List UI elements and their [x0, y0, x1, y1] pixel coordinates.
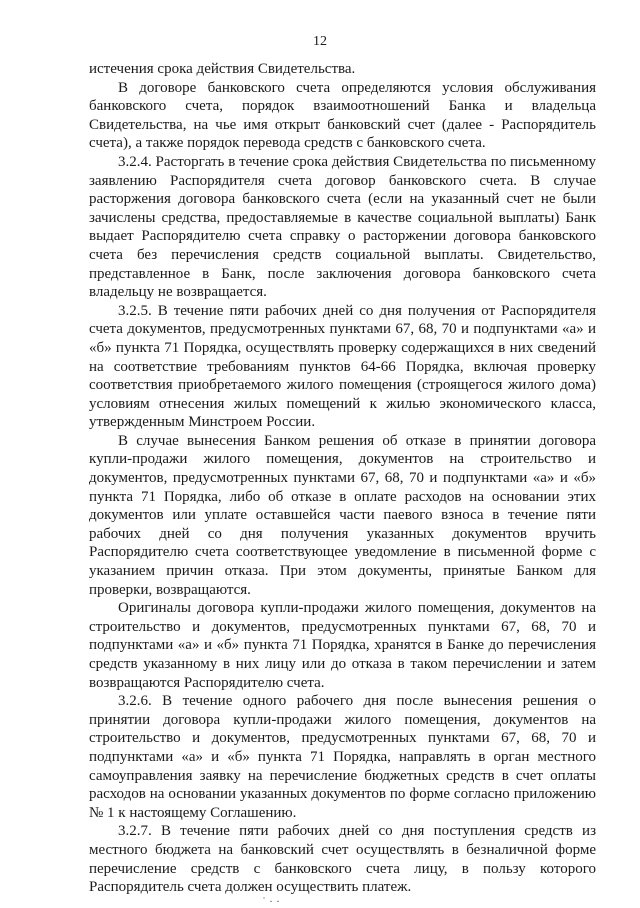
paragraph-3-2-4: 3.2.4. Расторгать в течение срока действия Свидетельства по письменному заявлению Распорядителя счета договор банковского счета. В случае расторжения договора банковского счета (если на указанный счет не были зачислены средства, предоставляемые в качестве социальной выплаты) Банк выдает Распорядителю счета справку о расторжении договора банковского счета без перечисления средств социальной выплаты. Свидетельство, представленное в Банк, после заключения договора банковского счета владельцу не возвращается.: [89, 153, 596, 301]
paragraph-originals-storage: Оригиналы договора купли-продажи жилого помещения, документов на строительство и документов, предусмотренных пунктами 67, 68, 70 и подпунктами «а» и «б» пункта 71 Порядка, хранятся в Банке до перечисления средств указанному в них лицу или до отказа в таком перечислении и затем возвращаются Распорядителю счета.: [89, 600, 596, 691]
page-number: 12: [313, 34, 327, 49]
paragraph-certificate-expiry: истечения срока действия Свидетельства.: [89, 61, 356, 77]
scan-mark: ˙ · ·: [262, 894, 280, 908]
paragraph-3-2-5: 3.2.5. В течение пяти рабочих дней со дня получения от Распорядителя счета документов, предусмотренных пунктами 67, 68, 70 и подпунктами «а» и «б» пункта 71 Порядка, осуществлять проверку содержащихся в них сведений на соответствие требованиям пунктов 64-66 Порядка, включая проверку соответствия приобретаемого жилого помещения (строящегося жилого дома) условиям отнесения жилых помещений к жилью экономического класса, утвержденным Минстроем России.: [89, 302, 596, 431]
paragraph-3-2-6: 3.2.6. В течение одного рабочего дня после вынесения решения о принятии договора купли-продажи жилого помещения, документов на строительство и документов, предусмотренных пунктами 67, 68, 70 и подпунктами «а» и «б» пункта 71 Порядка, направлять в орган местного самоуправления заявку на перечисление бюджетных средств в счет оплаты расходов на основании указанных документов по форме согласно приложению № 1 к настоящему Соглашению.: [89, 693, 596, 821]
document-body: [89, 60, 596, 897]
paragraph-refusal: В случае вынесения Банком решения об отказе в принятии договора купли-продажи жилого помещения, документов на строительство и документов, предусмотренных пунктами 67, 68, 70 и подпунктами «а» и «б» пункта 71 Порядка, либо об отказе в оплате расходов на основании этих документов или уплате оставшейся части паевого взноса в течение пяти рабочих дней со дня получения указанных документов вручить Распорядителю счета соответствующее уведомление в письменной форме с указанием причин отказа. При этом документы, принятые Банком для проверки, возвращаются.: [89, 432, 596, 598]
paragraph-3-2-7: 3.2.7. В течение пяти рабочих дней со дня поступления средств из местного бюджета на банковский счет осуществлять в безналичной форме перечисление средств с банковского счета лицу, в пользу которого Распорядитель счета должен осуществить платеж.: [89, 823, 596, 896]
paragraph-bank-account-terms: В договоре банковского счета определяются условия обслуживания банковского счета, порядок взаимоотношений Банка и владельца Свидетельства, на чье имя открыт банковский счет (далее - Распорядитель счета), а также порядок перевода средств с банковского счета.: [89, 79, 596, 152]
